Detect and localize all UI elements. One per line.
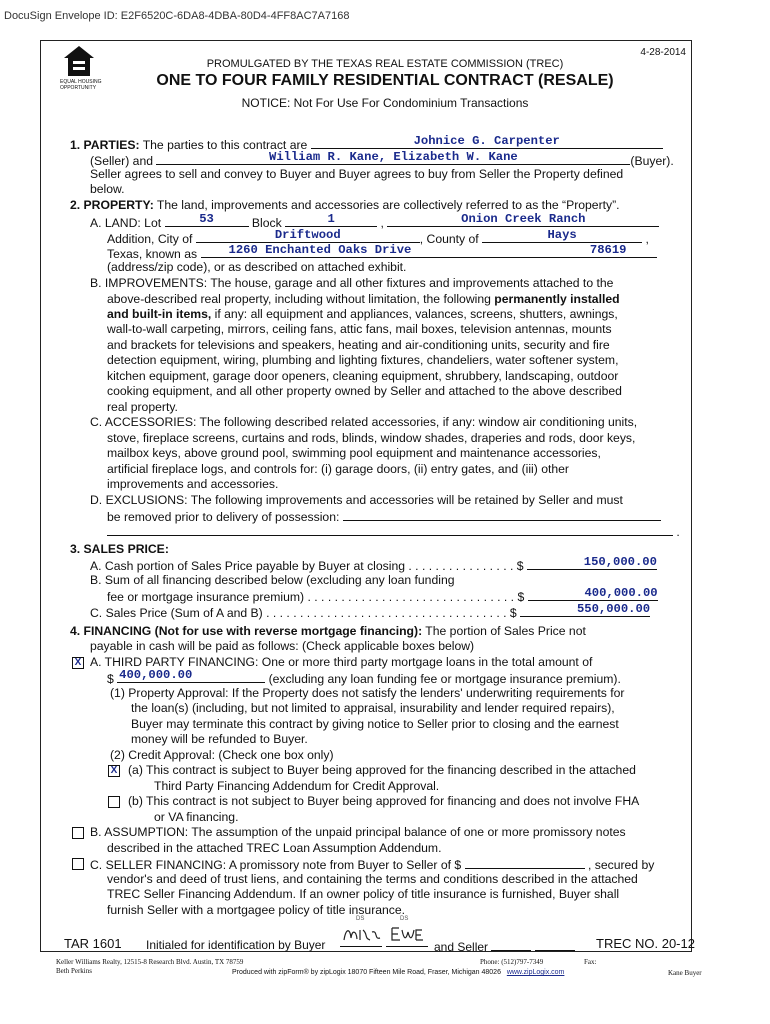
improvements-line: wall-to-wall carpeting, mirrors, ceiling fans, attic fans, mail boxes, television antennas, mounts [107,322,612,336]
credit-approval-line: (2) Credit Approval: (Check one box only) [110,748,334,762]
financing-intro: payable in cash will be paid as follows: (Check applicable boxes below) [90,639,475,653]
seller-name-field[interactable]: Johnice G. Carpenter [311,136,663,149]
assumption-line: described in the attached TREC Loan Assumption Addendum. [107,841,442,855]
phone-number: Phone: (512)797-7349 [480,958,544,966]
buyer-initial-2[interactable] [386,922,428,947]
seller-financing-line: TREC Seller Financing Addendum. If an owner policy of title insurance is furnished, Buyer shall [107,887,620,901]
notice-line: NOTICE: Not For Use For Condominium Transactions [241,96,529,110]
initialed-label: Initialed for identification by Buyer [146,938,326,952]
promulgated-line: PROMULGATED BY THE TEXAS REAL ESTATE COMMISSION (TREC) [206,58,564,70]
credit-approval-a: (a) This contract is subject to Buyer being approved for the financing described in the attached [128,763,636,777]
address-field[interactable]: 1260 Enchanted Oaks Drive 78619 [201,245,657,258]
envelope-id: DocuSign Envelope ID: E2F6520C-6DA8-4DBA-80D4-4FF8AC7A7168 [4,10,350,22]
third-party-financing-checkbox[interactable]: X [72,657,84,669]
agent-name: Beth Perkins [56,967,92,975]
seller-financing-amount-field[interactable] [465,856,585,869]
and-seller-label: and Seller [434,938,575,954]
credit-approval-a: Third Party Financing Addendum for Credit Approval. [154,779,440,793]
seller-financing-line: furnish Seller with a mortgagee policy of title insurance. [107,903,406,917]
property-approval-line: the loan(s) (including, but not limited to appraisal, insurability and lender required repairs), [131,701,615,715]
assumption-checkbox[interactable] [72,827,84,839]
exclusions-line: be removed prior to delivery of possession: [107,508,661,525]
tar-number: TAR 1601 [64,936,122,951]
improvements-line: cooking equipment, and all other property owned by Seller and attached to the above described [107,384,622,398]
accessories-line: mailbox keys, above ground pool, swimming pool equipment and maintenance accessories, [107,446,601,460]
docusign-stamp-2: DS [400,916,409,922]
parties-line-1: 1. PARTIES: The parties to this contract are Johnice G. Carpenter [70,136,663,153]
sales-price-a: A. Cash portion of Sales Price payable by Buyer at closing . . . . . . . . . . . . . . . . $ 150,000.00 [90,555,657,573]
city-field[interactable]: Driftwood [196,230,420,243]
sales-price-field[interactable]: 550,000.00 [520,604,650,617]
form-date: 4-28-2014 [640,47,686,58]
accessories-line: stove, fireplace screens, curtains and rods, blinds, window shades, draperies and rods, door keys, [107,431,636,445]
parties-line-3: Seller agrees to sell and convey to Buyer and Buyer agrees to buy from Seller the Property defined [90,167,624,181]
parties-line-4: below. [90,182,125,196]
city-line: Addition, City of Driftwood , County of Hays , [107,228,649,246]
trec-number: TREC NO. 20-12 [596,936,695,951]
exclusions-field-2[interactable] [107,523,673,536]
improvements-line: B. IMPROVEMENTS: The house, garage and all other fixtures and improvements attached to the [90,276,614,290]
exclusions-line: D. EXCLUSIONS: The following improvements and accessories will be retained by Seller and must [90,493,623,507]
lot-field[interactable]: 53 [165,214,249,227]
parties-line-2: (Seller) and William R. Kane, Elizabeth W. Kane (Buyer). [90,150,674,168]
improvements-line: real property. [107,400,178,414]
seller-financing-checkbox[interactable] [72,858,84,870]
accessories-line: artificial fireplace logs, and controls for: (i) garage doors, (ii) entry gates, and (iii) other [107,462,569,476]
initial-signature-icon [386,922,428,946]
ziplogix-link[interactable]: www.zipLogix.com [506,969,565,976]
property-approval-line: (1) Property Approval: If the Property does not satisfy the lenders' underwriting requirements for [110,686,625,700]
improvements-line: detection equipment, wiring, plumbing and lighting fixtures, chandeliers, water softener system, [107,353,619,367]
address-line: Texas, known as 1260 Enchanted Oaks Drive 78619 [107,245,657,262]
credit-approval-a-checkbox[interactable]: X [108,765,120,777]
financing-sum-field[interactable]: 400,000.00 [528,588,658,601]
financing-a-amount: $ 400,000.00 (excluding any loan funding fee or mortgage insurance premium). [107,668,621,686]
property-approval-line: Buyer may terminate this contract by giving notice to Seller prior to closing and the earnest [131,717,619,731]
realty-address: Keller Williams Realty, 12515-8 Research Blvd. Austin, TX 78759 [56,958,244,966]
land-line: A. LAND: Lot 53 Block 1 , Onion Creek Ranch [90,214,659,231]
address-note: (address/zip code), or as described on attached exhibit. [107,260,407,274]
county-field[interactable]: Hays [482,230,642,243]
credit-approval-b: or VA financing. [154,810,239,824]
seller-financing-line: vendor's and deed of trust liens, and containing the terms and conditions described in the attached [107,872,638,886]
page-footer-buyer: Kane Buyer [668,969,702,977]
accessories-line: improvements and accessories. [107,477,279,491]
exclusions-line-2: . [107,523,680,540]
exclusions-field[interactable] [343,508,661,521]
fax-label: Fax: [584,958,597,966]
buyer-name-field[interactable]: William R. Kane, Elizabeth W. Kane [156,152,630,165]
improvements-line: kitchen equipment, garage door openers, cleaning equipment, shrubbery, landscaping, outdoor [107,369,619,383]
block-field[interactable]: 1 [285,214,377,227]
contract-title: ONE TO FOUR FAMILY RESIDENTIAL CONTRACT (RESALE) [156,72,614,89]
produced-by: Produced with zipForm® by zipLogix 18070 Fifteen Mile Road, Fraser, Michigan 48026 www.zipLogix.com [232,969,565,976]
third-party-amount-field[interactable]: 400,000.00 [117,670,265,683]
financing-a: A. THIRD PARTY FINANCING: One or more third party mortgage loans in the total amount of [90,655,593,669]
cash-portion-field[interactable]: 150,000.00 [527,557,657,570]
financing-heading: 4. FINANCING (Not for use with reverse mortgage financing): The portion of Sales Price not [70,624,586,638]
seller-financing-line: C. SELLER FINANCING: A promissory note from Buyer to Seller of $ , secured by [90,858,655,872]
improvements-line: and built-in items, if any: all equipment and appliances, valances, screens, shutters, awnings, [107,307,618,321]
equal-housing-text: EQUAL HOUSING OPPORTUNITY [60,79,102,91]
credit-approval-b-checkbox[interactable] [108,796,120,808]
improvements-line: above-described real property, including without limitation, the following permanently installed [107,292,620,306]
property-heading: 2. PROPERTY: The land, improvements and accessories are collectively referred to as the “Property”. [70,198,620,212]
assumption-line: B. ASSUMPTION: The assumption of the unpaid principal balance of one or more promissory notes [90,825,626,839]
sales-price-b: B. Sum of all financing described below (excluding any loan funding [90,573,455,587]
sales-price-heading: 3. SALES PRICE: [70,542,169,556]
seller-initial-2[interactable] [535,938,575,951]
seller-initial-1[interactable] [491,938,531,951]
property-approval-line: money will be refunded to Buyer. [131,732,308,746]
sales-price-c: C. Sales Price (Sum of A and B) . . . . . . . . . . . . . . . . . . . . . . . . . . . . . . . . . . . . $ 550,000.00 [90,602,651,620]
docusign-stamp-1: DS [356,916,365,922]
accessories-line: C. ACCESSORIES: The following described related accessories, if any: window air conditioning units, [90,415,638,429]
sales-price-b2: fee or mortgage insurance premium) . . . . . . . . . . . . . . . . . . . . . . . . . . . . . . . $ 400,000.00 [107,586,658,604]
initial-signature-icon [340,922,382,946]
buyer-initial-1[interactable] [340,922,382,947]
improvements-line: and brackets for televisions and speakers, heating and air-conditioning units, security and fire [107,338,610,352]
credit-approval-b: (b) This contract is not subject to Buyer being approved for financing and does not involve FHA [128,794,640,808]
subdivision-field[interactable]: Onion Creek Ranch [387,214,659,227]
